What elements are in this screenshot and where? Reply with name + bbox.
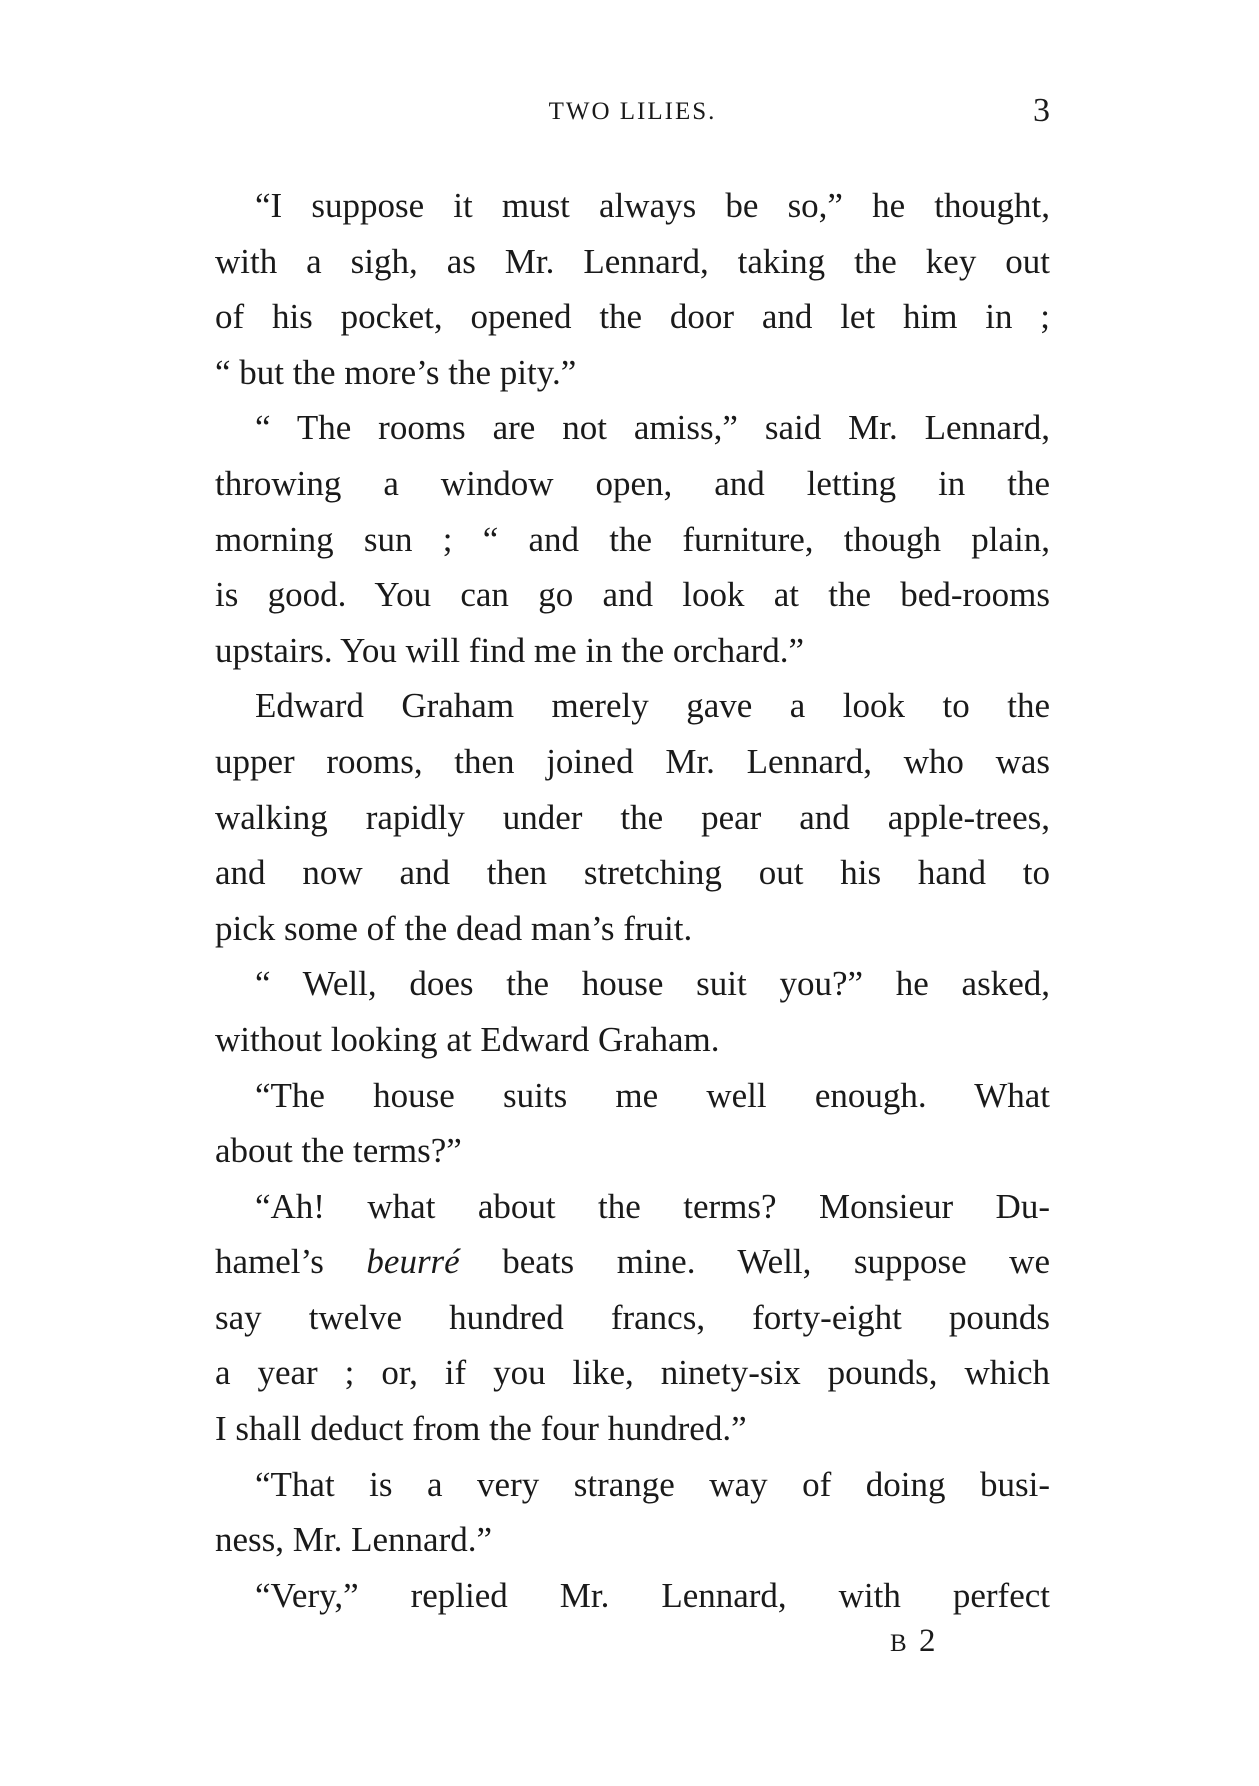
text-line: upper rooms, then joined Mr. Lennard, who was <box>215 741 1050 781</box>
text-line: “The house suits me well enough. What <box>255 1075 1050 1115</box>
text-line: walking rapidly under the pear and apple-trees, <box>215 797 1050 837</box>
page-number: 3 <box>1033 92 1050 129</box>
text-line: with a sigh, as Mr. Lennard, taking the key out <box>215 241 1050 281</box>
text-line: I shall deduct from the four hundred.” <box>215 1409 747 1449</box>
text-line: “ The rooms are not amiss,” said Mr. Lennard, <box>255 408 1050 448</box>
text-line: about the terms?” <box>215 1131 462 1171</box>
text-line: throwing a window open, and letting in the <box>215 463 1050 503</box>
signature-number: 2 <box>918 1623 938 1659</box>
text-line: a year ; or, if you like, ninety-six pounds, which <box>215 1353 1050 1393</box>
text-line: pick some of the dead man’s fruit. <box>215 908 693 948</box>
text-line: say twelve hundred francs, forty-eight pounds <box>215 1297 1050 1337</box>
text-line: ness, Mr. Lennard.” <box>215 1520 493 1560</box>
running-title: TWO LILIES. <box>548 98 717 125</box>
text-line: “That is a very strange way of doing busi- <box>255 1464 1050 1504</box>
text-line: “Ah! what about the terms? Monsieur Du- <box>255 1186 1050 1226</box>
text-line: “ but the more’s the pity.” <box>215 352 577 392</box>
text-line: upstairs. You will find me in the orchard.” <box>215 630 805 670</box>
text-line: hamel’s beurré beats mine. Well, suppose we <box>215 1242 1050 1282</box>
text-line: Edward Graham merely gave a look to the <box>255 686 1050 726</box>
text-line: is good. You can go and look at the bed-rooms <box>215 575 1050 615</box>
text-line: “ Well, does the house suit you?” he asked, <box>255 964 1050 1004</box>
text-line: and now and then stretching out his hand to <box>215 853 1050 893</box>
italic-word: beurré <box>366 1242 460 1282</box>
text-line: of his pocket, opened the door and let him in ; <box>215 297 1050 337</box>
text-line: without looking at Edward Graham. <box>215 1019 720 1059</box>
signature-letter: B <box>890 1630 909 1657</box>
body-text <box>215 178 1050 1623</box>
text-line: morning sun ; “ and the furniture, though plain, <box>215 519 1050 559</box>
text-line: “I suppose it must always be so,” he thought, <box>255 186 1050 225</box>
text-line: “Very,” replied Mr. Lennard, with perfect <box>255 1575 1050 1615</box>
signature-mark <box>890 1623 937 1660</box>
page-header <box>215 92 1050 138</box>
